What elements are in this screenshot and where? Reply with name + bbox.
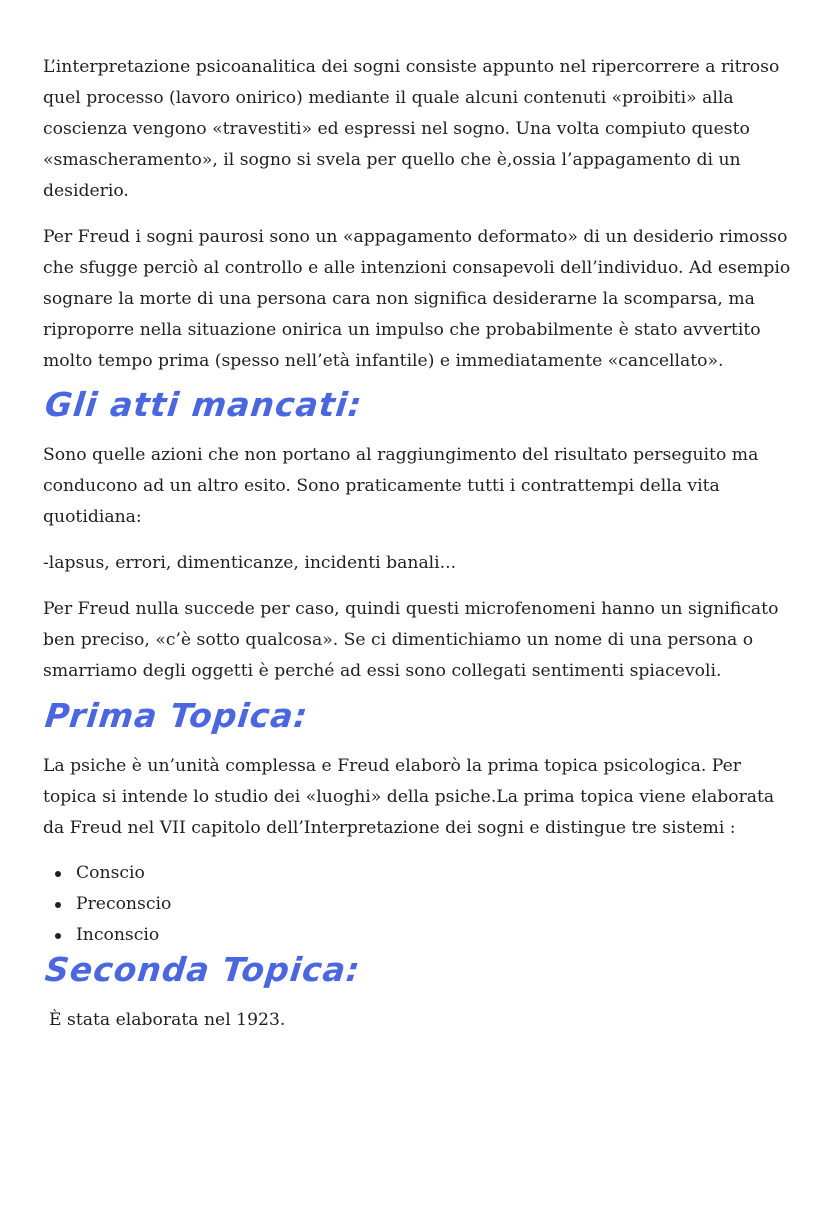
paragraph-dream-interpretation: L’interpretazione psicoanalitica dei sogni consiste appunto nel ripercorrere a ritroso quel processo (lavoro onirico) mediante il quale alcuni contenuti «proibiti» alla coscienza vengono «travestiti» ed espressi nel sogno. Una volta compiuto questo «smascheramento», il sogno si svela per quello che è,ossia l’appagamento di un desiderio. xyxy=(43,57,780,201)
heading-atti-mancati: Gli atti mancati: xyxy=(43,385,365,424)
list-item-label: Inconscio xyxy=(76,925,160,945)
heading-prima-topica: Prima Topica: xyxy=(43,696,311,735)
list-item xyxy=(43,920,793,951)
paragraph-lapsus-list: -lapsus, errori, dimenticanze, incidenti banali... xyxy=(43,553,457,573)
paragraph-prima-topica-description: La psiche è un’unità complessa e Freud elaborò la prima topica psicologica. Per topica si intende lo studio dei «luoghi» della psiche.La prima topica viene elaborata da Freud nel VII capitolo dell’Interpretazione dei sogni e distingue tre sistemi : xyxy=(43,756,775,838)
bullet-dot-icon xyxy=(55,902,61,908)
systems-bullet-list xyxy=(43,858,793,951)
bullet-dot-icon xyxy=(55,871,61,877)
paragraph-freud-nothing-by-chance: Per Freud nulla succede per caso, quindi questi microfenomeni hanno un significato ben preciso, «c’è sotto qualcosa». Se ci dimentichiamo un nome di una persona o smarriamo degli oggetti è perché ad essi sono collegati sentimenti spiacevoli. xyxy=(43,599,779,681)
paragraph-fearful-dreams: Per Freud i sogni paurosi sono un «appagamento deformato» di un desiderio rimosso che sfugge perciò al controllo e alle intenzioni consapevoli dell’individuo. Ad esempio sognare la morte di una persona cara non significa desiderarne la scomparsa, ma riproporre nella situazione onirica un impulso che probabilmente è stato avvertito molto tempo prima (spesso nell’età infantile) e immediatamente «cancellato». xyxy=(43,227,791,371)
paragraph-atti-mancati-definition: Sono quelle azioni che non portano al raggiungimento del risultato perseguito ma conducono ad un altro esito. Sono praticamente tutti i contrattempi della vita quotidiana: xyxy=(43,445,759,527)
list-item-label: Preconscio xyxy=(76,894,172,914)
list-item xyxy=(43,858,793,889)
document-page xyxy=(43,52,793,1036)
bullet-dot-icon xyxy=(55,933,61,939)
heading-seconda-topica: Seconda Topica: xyxy=(43,950,363,989)
list-item xyxy=(43,889,793,920)
list-item-label: Conscio xyxy=(76,863,145,883)
paragraph-seconda-topica-date: È stata elaborata nel 1923. xyxy=(49,1010,286,1030)
